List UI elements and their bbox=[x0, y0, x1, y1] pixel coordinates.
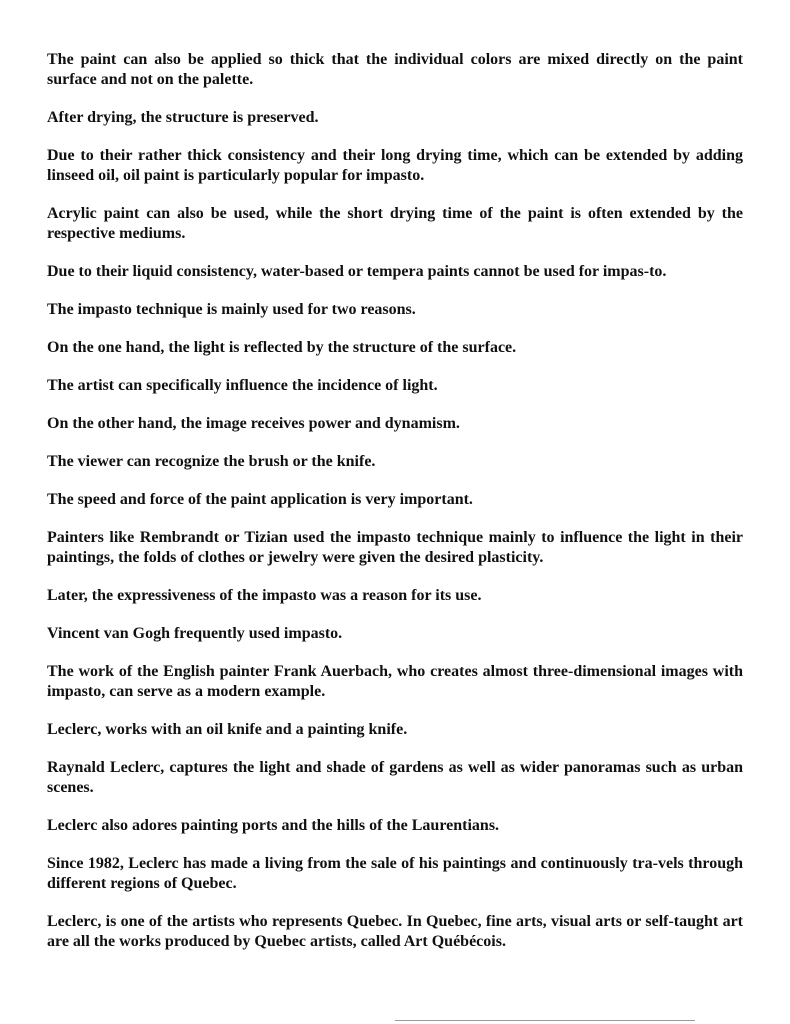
page-edge-divider bbox=[395, 1020, 695, 1021]
paragraph-two-reasons: The impasto technique is mainly used for two reasons. bbox=[47, 301, 416, 318]
paragraph-after-drying: After drying, the structure is preserved. bbox=[47, 109, 319, 126]
paragraph-incidence-of-light: The artist can specifically influence the incidence of light. bbox=[47, 377, 438, 394]
paragraph-van-gogh: Vincent van Gogh frequently used impasto. bbox=[47, 625, 343, 642]
paragraph-leclerc-since-1982: Since 1982, Leclerc has made a living from the sale of his paintings and continuously tra-vels through different regions of Quebec. bbox=[47, 855, 743, 892]
paragraph-leclerc-ports: Leclerc also adores painting ports and the hills of the Laurentians. bbox=[47, 817, 500, 834]
paragraph-expressiveness: Later, the expressiveness of the impasto was a reason for its use. bbox=[47, 587, 482, 604]
paragraph-acrylic-paint: Acrylic paint can also be used, while the short drying time of the paint is often extended by the respective mediums. bbox=[47, 205, 743, 242]
paragraph-light-reflected: On the one hand, the light is reflected by the structure of the surface. bbox=[47, 339, 517, 356]
paragraph-power-dynamism: On the other hand, the image receives power and dynamism. bbox=[47, 415, 460, 432]
paragraph-auerbach: The work of the English painter Frank Auerbach, who creates almost three-dimensional images with impasto, can serve as a modern example. bbox=[47, 663, 743, 700]
paragraph-leclerc-light-shade: Raynald Leclerc, captures the light and shade of gardens as well as wider panoramas such as urban scenes. bbox=[47, 759, 743, 796]
paragraph-thick-paint: The paint can also be applied so thick that the individual colors are mixed directly on the paint surface and not on the palette. bbox=[47, 51, 743, 88]
paragraph-water-based: Due to their liquid consistency, water-based or tempera paints cannot be used for impas-to. bbox=[47, 263, 667, 280]
paragraph-brush-or-knife: The viewer can recognize the brush or the knife. bbox=[47, 453, 376, 470]
paragraph-leclerc-knife: Leclerc, works with an oil knife and a painting knife. bbox=[47, 721, 408, 738]
paragraph-speed-and-force: The speed and force of the paint application is very important. bbox=[47, 491, 473, 508]
paragraph-art-quebecois: Leclerc, is one of the artists who represents Quebec. In Quebec, fine arts, visual arts or self-taught art are all the works produced by Quebec artists, called Art Québécois. bbox=[47, 913, 743, 950]
paragraph-oil-paint: Due to their rather thick consistency and their long drying time, which can be extended by adding linseed oil, oil paint is particularly popular for impasto. bbox=[47, 147, 743, 184]
paragraph-rembrandt-tizian: Painters like Rembrandt or Tizian used the impasto technique mainly to influence the light in their paintings, the folds of clothes or jewelry were given the desired plasticity. bbox=[47, 529, 743, 566]
document-body bbox=[47, 50, 743, 970]
